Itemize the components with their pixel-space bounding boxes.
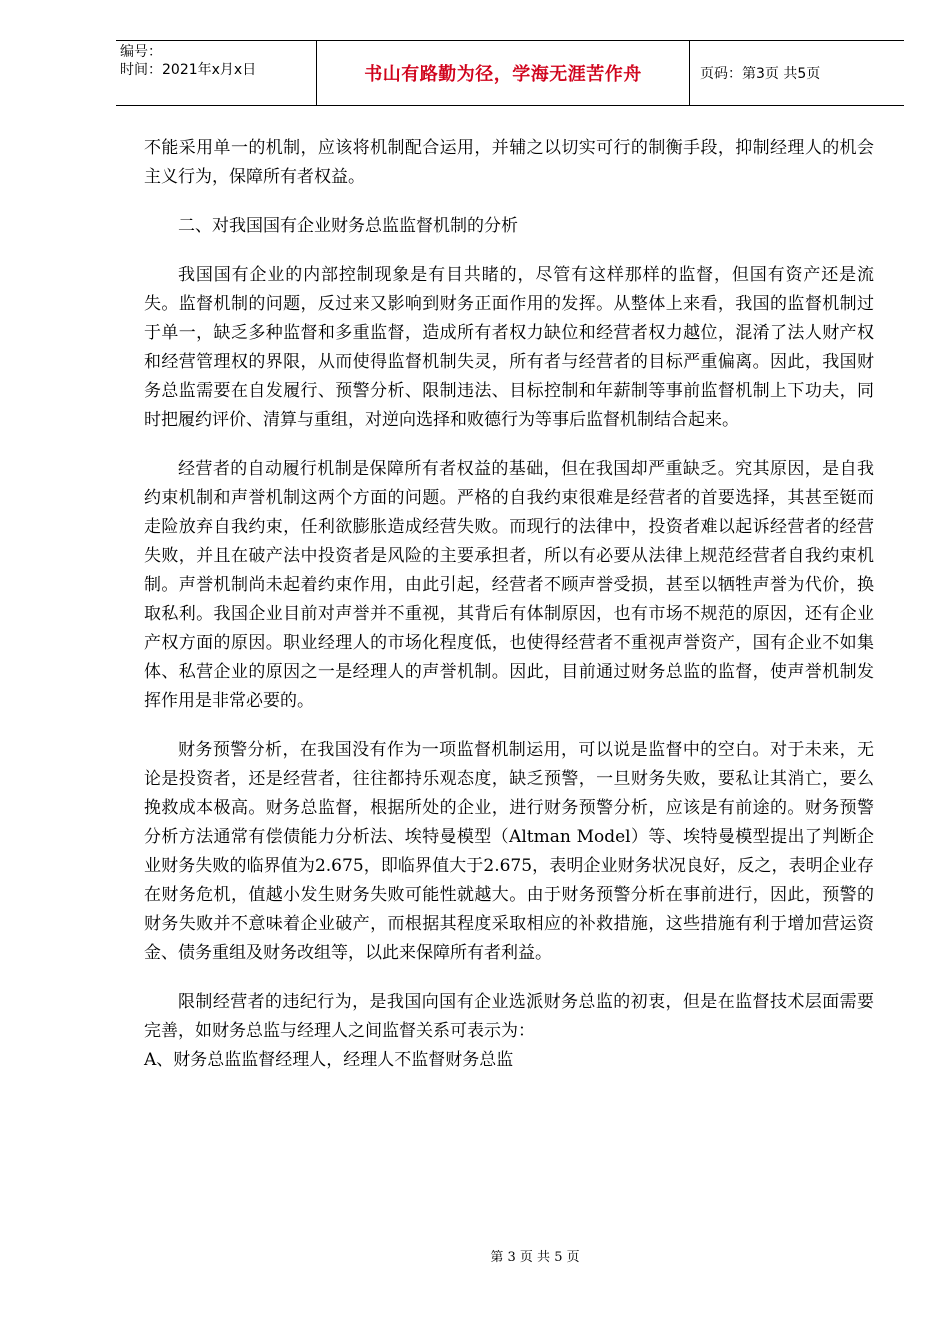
document-time-label: 时间：2021年x月x日 [120, 62, 257, 78]
header-motto: 书山有路勤为径，学海无涯苦作舟 [316, 41, 690, 105]
paragraph: 限制经营者的违纪行为，是我国向国有企业选派财务总监的初衷，但是在监督技术层面需要完善，如财务总监与经理人之间监督关系可表示为： [144, 992, 874, 1041]
page-footer: 第 3 页 共 5 页 [490, 1250, 580, 1265]
header-meta [116, 41, 316, 105]
paragraph: 财务预警分析，在我国没有作为一项监督机制运用，可以说是监督中的空白。对于未来，无论是投资者，还是经营者，往往都持乐观态度，缺乏预警，一旦财务失败，要私让其消亡，要么挽救成本极高。财务总监督，根据所处的企业，进行财务预警分析，应该是有前途的。财务预警分析方法通常有偿债能力分析法、埃特曼模型（Altman Model）等、埃特曼模型提出了判断企业财务失败的临界值为2.675，即临界值大于2.675，表明企业财务状况良好，反之，表明企业存在财务危机，值越小发生财务失败可能性就越大。由于财务预警分析在事前进行，因此，预警的财务失败并不意味着企业破产，而根据其程度采取相应的补救措施，这些措施有利于增加营运资金、债务重组及财务改组等，以此来保障所有者利益。 [144, 740, 874, 963]
page-header [116, 40, 904, 106]
paragraph: 我国国有企业的内部控制现象是有目共睹的，尽管有这样那样的监督，但国有资产还是流失。监督机制的问题，反过来又影响到财务正面作用的发挥。从整体上来看，我国的监督机制过于单一，缺乏多种监督和多重监督，造成所有者权力缺位和经营者权力越位，混淆了法人财产权和经营管理权的界限，从而使得监督机制失灵，所有者与经营者的目标严重偏离。因此，我国财务总监需要在自发履行、预警分析、限制违法、目标控制和年薪制等事前监督机制上下功夫，同时把履约评价、清算与重组，对逆向选择和败德行为等事后监督机制结合起来。 [144, 265, 874, 430]
paragraph: 经营者的自动履行机制是保障所有者权益的基础，但在我国却严重缺乏。究其原因，是自我约束机制和声誉机制这两个方面的问题。严格的自我约束很难是经营者的首要选择，其甚至铤而走险放弃自我约束，任利欲膨胀造成经营失败。而现行的法律中，投资者难以起诉经营者的经营失败，并且在破产法中投资者是风险的主要承担者，所以有必要从法律上规范经营者自我约束机制。声誉机制尚未起着约束作用，由此引起，经营者不顾声誉受损，甚至以牺牲声誉为代价，换取私利。我国企业目前对声誉并不重视，其背后有体制原因，也有市场不规范的原因，还有企业产权方面的原因。职业经理人的市场化程度低，也使得经营者不重视声誉资产，国有企业不如集体、私营企业的原因之一是经理人的声誉机制。因此，目前通过财务总监的监督，使声誉机制发挥作用是非常必要的。 [144, 459, 874, 711]
section-heading: 二、对我国国有企业财务总监监督机制的分析 [178, 216, 518, 236]
paragraph-continuation: 不能采用单一的机制，应该将机制配合运用，并辅之以切实可行的制衡手段，抑制经理人的机会主义行为，保障所有者权益。 [144, 138, 874, 187]
header-page-number: 页码：第3页 共5页 [700, 66, 821, 82]
document-body [144, 134, 874, 1075]
document-code-label: 编号： [120, 44, 162, 60]
list-item: A、财务总监监督经理人，经理人不监督财务总监 [144, 1050, 514, 1070]
